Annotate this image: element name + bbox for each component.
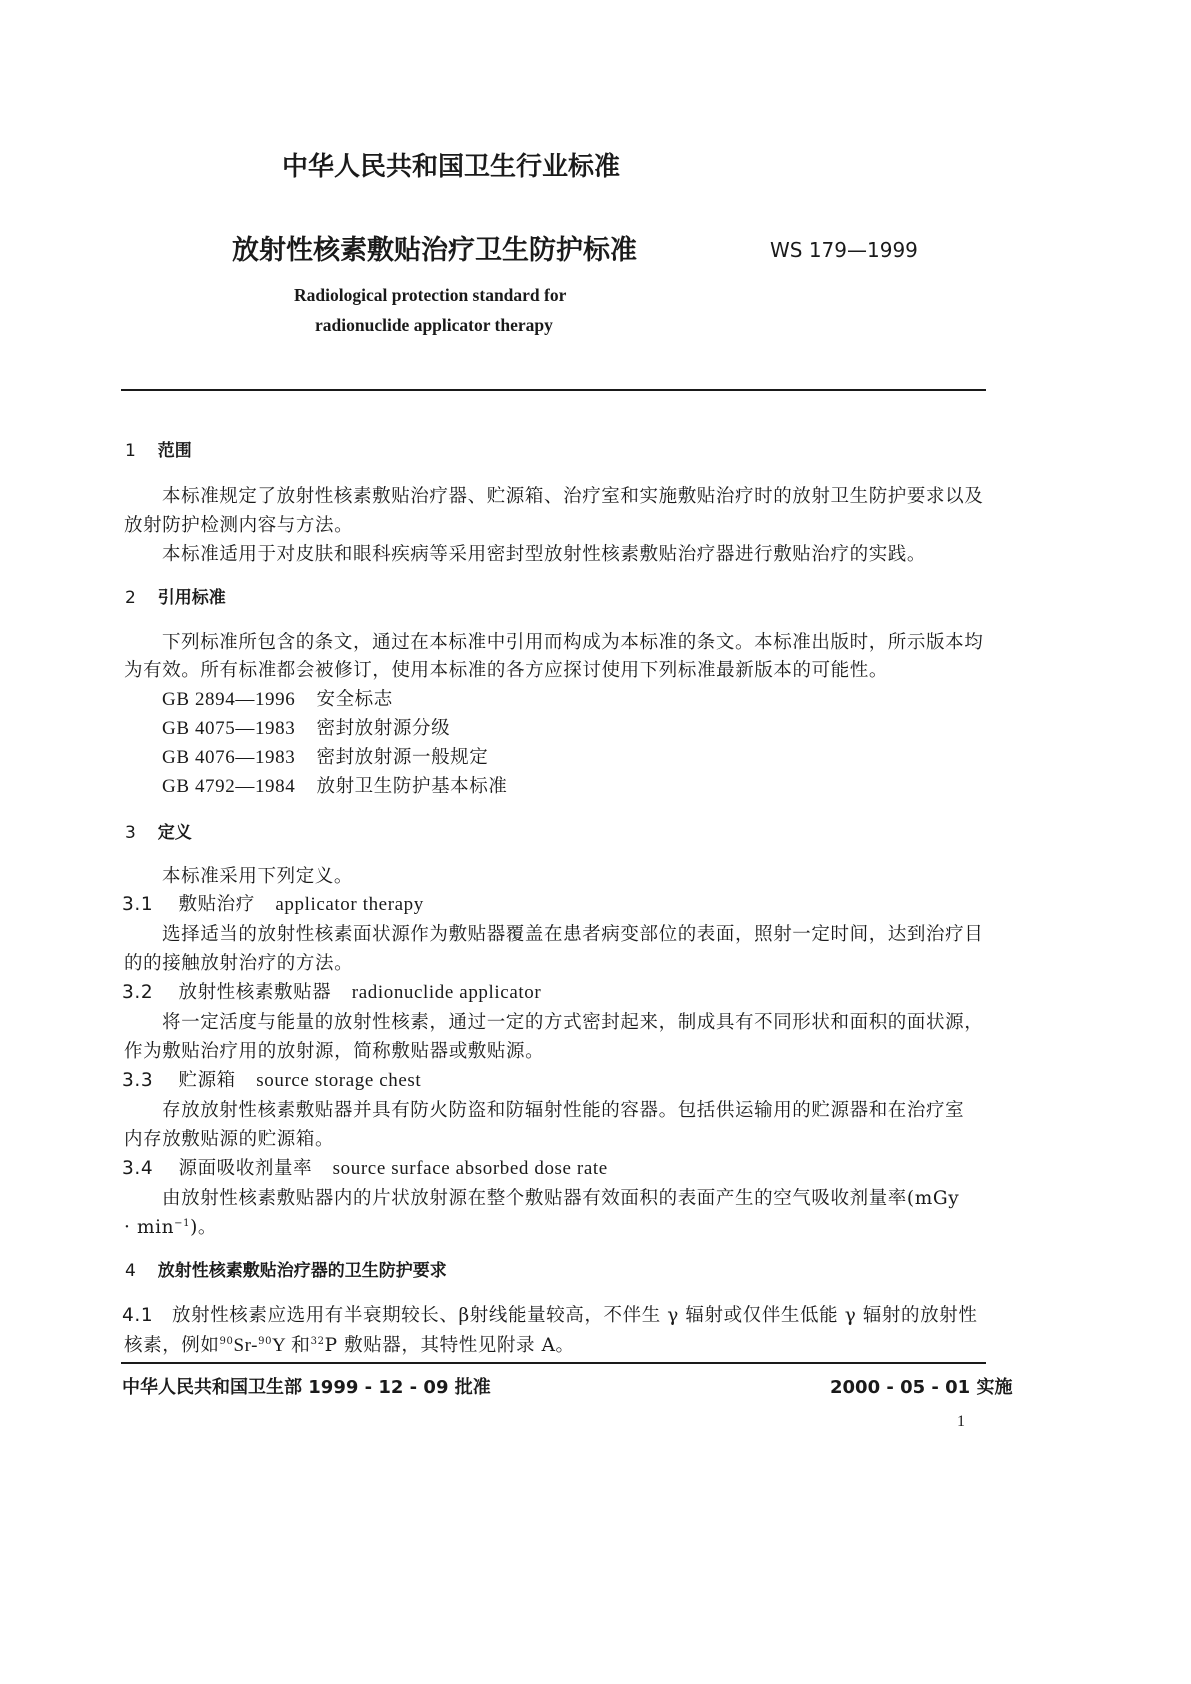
document-title-cn: 放射性核素敷贴治疗卫生防护标准 bbox=[232, 235, 637, 266]
definition-3-4-term bbox=[122, 1154, 608, 1180]
term-en: applicator therapy bbox=[275, 894, 424, 915]
standard-series-title: 中华人民共和国卫生行业标准 bbox=[282, 152, 621, 182]
page-number: 1 bbox=[957, 1413, 965, 1430]
clause-number: 3.1 bbox=[122, 894, 154, 915]
section-2-heading bbox=[125, 583, 226, 608]
clause-number: 4.1 bbox=[122, 1305, 154, 1326]
reference-standard-item bbox=[162, 714, 450, 740]
reference-title: 放射卫生防护基本标准 bbox=[316, 776, 508, 797]
paragraph-line bbox=[124, 1330, 575, 1357]
section-number: 4 bbox=[125, 1261, 136, 1281]
section-number: 1 bbox=[125, 441, 136, 461]
term-en: source surface absorbed dose rate bbox=[332, 1158, 608, 1179]
clause-4-1-line bbox=[122, 1301, 977, 1327]
header-divider bbox=[121, 389, 986, 391]
isotope-mass-number: 90 bbox=[258, 1336, 273, 1347]
isotope-symbol: Y 和 bbox=[272, 1335, 311, 1356]
term-cn: 源面吸收剂量率 bbox=[178, 1158, 313, 1179]
clause-number: 3.2 bbox=[122, 982, 154, 1003]
paragraph-line: 作为敷贴治疗用的放射源，简称敷贴器或敷贴源。 bbox=[124, 1041, 545, 1062]
reference-standard-item bbox=[162, 685, 393, 711]
unit-close: )。 bbox=[190, 1217, 218, 1238]
paragraph-line bbox=[124, 1213, 217, 1239]
paragraph-line: 下列标准所包含的条文，通过在本标准中引用而构成为本标准的条文。本标准出版时，所示版本均 bbox=[162, 632, 984, 653]
isotope-mass-number: 32 bbox=[310, 1336, 325, 1347]
clause-number: 3.3 bbox=[122, 1070, 154, 1091]
unit-text: · min bbox=[124, 1217, 175, 1238]
reference-code: GB 4076—1983 bbox=[162, 747, 296, 768]
definition-3-3-term bbox=[122, 1066, 421, 1092]
standard-code: WS 179—1999 bbox=[770, 238, 918, 262]
term-en: radionuclide applicator bbox=[351, 982, 542, 1003]
paragraph-line: 的的接触放射治疗的方法。 bbox=[124, 953, 354, 974]
section-number: 2 bbox=[125, 588, 136, 608]
clause-number: 3.4 bbox=[122, 1158, 154, 1179]
reference-standard-item bbox=[162, 772, 508, 798]
section-title: 范围 bbox=[157, 441, 192, 461]
term-cn: 敷贴治疗 bbox=[178, 894, 255, 915]
clause-text: 放射性核素应选用有半衰期较长、β射线能量较高，不伴生 γ 辐射或仅伴生低能 γ 辐射的放射性 bbox=[172, 1305, 978, 1326]
term-en: source storage chest bbox=[256, 1070, 422, 1091]
paragraph-line: 将一定活度与能量的放射性核素，通过一定的方式密封起来，制成具有不同形状和面积的面状源， bbox=[162, 1012, 984, 1033]
reference-title: 密封放射源分级 bbox=[316, 718, 451, 739]
reference-code: GB 4075—1983 bbox=[162, 718, 296, 739]
paragraph-line: 存放放射性核素敷贴器并具有防火防盗和防辐射性能的容器。包括供运输用的贮源器和在治疗室 bbox=[162, 1100, 965, 1121]
paragraph-line: 本标准适用于对皮肤和眼科疾病等采用密封型放射性核素敷贴治疗器进行敷贴治疗的实践。 bbox=[162, 544, 927, 565]
section-title: 引用标准 bbox=[157, 588, 226, 608]
reference-title: 密封放射源一般规定 bbox=[316, 747, 489, 768]
paragraph-line: 选择适当的放射性核素面状源作为敷贴器覆盖在患者病变部位的表面，照射一定时间，达到治疗目 bbox=[162, 924, 984, 945]
term-cn: 放射性核素敷贴器 bbox=[178, 982, 332, 1003]
reference-title: 安全标志 bbox=[316, 689, 393, 710]
approval-statement: 中华人民共和国卫生部 1999 - 12 - 09 批准 bbox=[122, 1377, 491, 1398]
section-title: 放射性核素敷贴治疗器的卫生防护要求 bbox=[157, 1261, 447, 1281]
document-title-en-line2: radionuclide applicator therapy bbox=[315, 315, 553, 335]
clause-text: P 敷贴器，其特性见附录 A。 bbox=[324, 1335, 575, 1356]
section-title: 定义 bbox=[157, 823, 192, 843]
reference-code: GB 4792—1984 bbox=[162, 776, 296, 797]
term-cn: 贮源箱 bbox=[178, 1070, 236, 1091]
isotope-symbol: Sr- bbox=[233, 1335, 259, 1356]
isotope-mass-number: 90 bbox=[219, 1336, 234, 1347]
effective-date: 2000 - 05 - 01 实施 bbox=[830, 1377, 1013, 1398]
document-title-en-line1: Radiological protection standard for bbox=[294, 285, 567, 305]
section-3-heading bbox=[125, 818, 192, 843]
paragraph-line: 放射防护检测内容与方法。 bbox=[124, 515, 354, 536]
paragraph-line: 本标准采用下列定义。 bbox=[162, 866, 354, 887]
reference-standard-item bbox=[162, 743, 488, 769]
reference-code: GB 2894—1996 bbox=[162, 689, 296, 710]
footer-divider bbox=[121, 1362, 986, 1364]
unit-exponent: −1 bbox=[174, 1218, 191, 1229]
paragraph-line: 内存放敷贴源的贮源箱。 bbox=[124, 1129, 335, 1150]
paragraph-line: 本标准规定了放射性核素敷贴治疗器、贮源箱、治疗室和实施敷贴治疗时的放射卫生防护要求以及 bbox=[162, 486, 984, 507]
clause-text: 核素，例如 bbox=[124, 1335, 220, 1356]
definition-3-1-term bbox=[122, 890, 424, 916]
definition-3-2-term bbox=[122, 978, 541, 1004]
paragraph-line: 为有效。所有标准都会被修订，使用本标准的各方应探讨使用下列标准最新版本的可能性。 bbox=[124, 660, 889, 681]
section-1-heading bbox=[125, 436, 192, 461]
paragraph-line: 由放射性核素敷贴器内的片状放射源在整个敷贴器有效面积的表面产生的空气吸收剂量率(mGy bbox=[162, 1188, 960, 1209]
section-4-heading bbox=[125, 1256, 447, 1281]
section-number: 3 bbox=[125, 823, 136, 843]
